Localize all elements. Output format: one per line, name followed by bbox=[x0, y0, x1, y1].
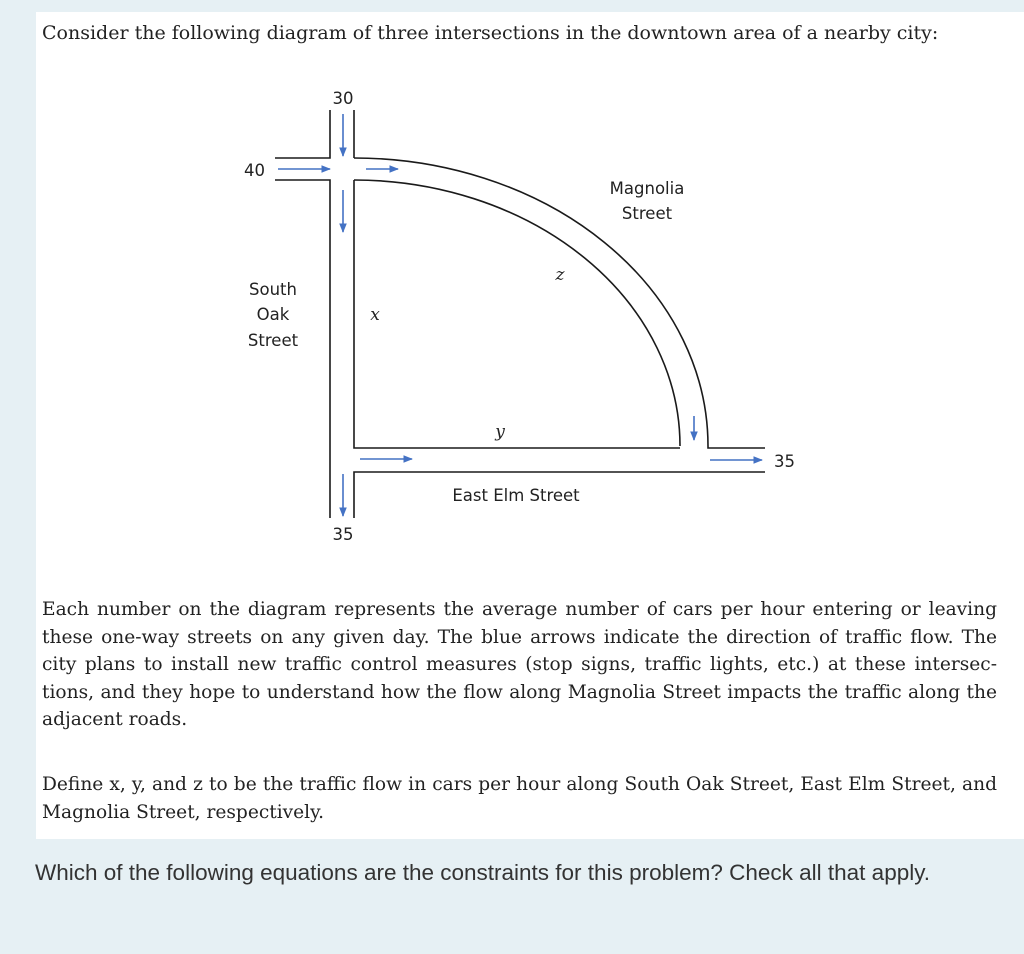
flow-arrows bbox=[278, 114, 762, 516]
elm-street-label: East Elm Street bbox=[452, 486, 580, 505]
oak-street-left-edge bbox=[275, 110, 330, 158]
flow-bottom-label: 35 bbox=[332, 525, 354, 544]
flow-top-label: 30 bbox=[332, 89, 354, 108]
variable-y: y bbox=[495, 422, 505, 442]
flow-right-label: 35 bbox=[774, 452, 795, 471]
question-text: Which of the following equations are the constraints for this problem? Check all that apply. bbox=[35, 860, 931, 885]
magnolia-street-label-1: Magnolia bbox=[609, 179, 685, 198]
magnolia-street-label-2: Street bbox=[621, 204, 673, 223]
road-outlines bbox=[275, 110, 765, 518]
variable-z: z bbox=[555, 265, 565, 285]
variable-x: x bbox=[370, 305, 380, 325]
flow-left-label: 40 bbox=[244, 161, 265, 180]
definition-paragraph: Define x, y, and z to be the traffic flow in cars per hour along South Oak Street, East Elm Street, and Magnolia Street, respectively. bbox=[42, 774, 997, 823]
description-paragraph: Each number on the diagram represents the average number of cars per hour entering or leaving these one-way streets on any given day. The blue arrows indicate the direction of traffic flow. The city plans to install new traffic control measures (stop signs, traffic lights, etc.) at these intersec-tions, and they hope to understand how the flow along Magnolia Street impacts the traffic along the adjacent roads. bbox=[42, 599, 997, 730]
oak-street-label-1: South bbox=[249, 280, 297, 299]
magnolia-outer-arc bbox=[354, 158, 765, 448]
oak-street-label-2: Oak bbox=[256, 305, 290, 324]
oak-street-label-3: Street bbox=[247, 331, 299, 350]
intro-text: Consider the following diagram of three intersections in the downtown area of a nearby city: bbox=[42, 22, 939, 44]
